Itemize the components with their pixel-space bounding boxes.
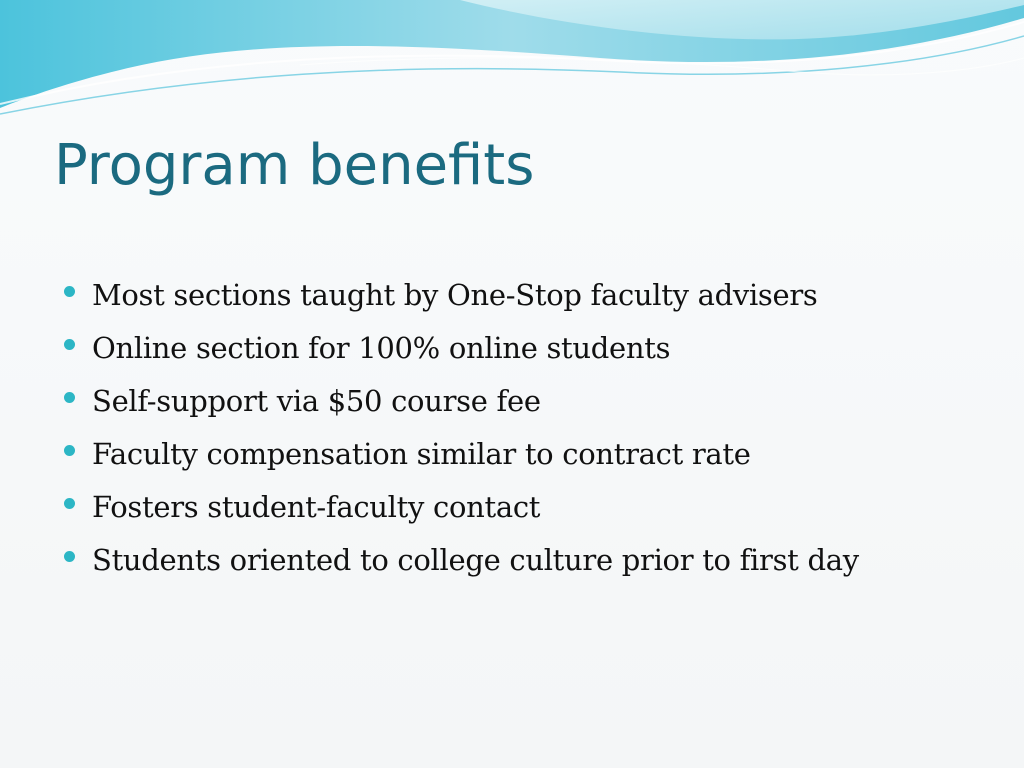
bullet-dot-icon [64,551,75,562]
bullet-text: Most sections taught by One-Stop faculty advisers [92,277,818,312]
bullet-text: Self-support via $50 course fee [92,383,541,418]
bullet-text: Fosters student-faculty contact [92,489,541,524]
bullet-text: Students oriented to college culture prior to first day [92,542,859,577]
bullet-text: Faculty compensation similar to contract rate [92,436,751,471]
bullet-dot-icon [64,498,75,509]
list-item [64,268,1004,321]
list-item [64,374,1004,427]
bullet-dot-icon [64,339,75,350]
bullet-dot-icon [64,286,75,297]
list-item [64,427,1004,480]
bullet-list [64,268,1004,586]
decorative-wave-banner [0,0,1024,120]
list-item [64,533,1004,586]
bullet-dot-icon [64,445,75,456]
list-item [64,321,1004,374]
slide-title: Program benefits [54,133,535,198]
bullet-text: Online section for 100% online students [92,330,671,365]
bullet-dot-icon [64,392,75,403]
list-item [64,480,1004,533]
